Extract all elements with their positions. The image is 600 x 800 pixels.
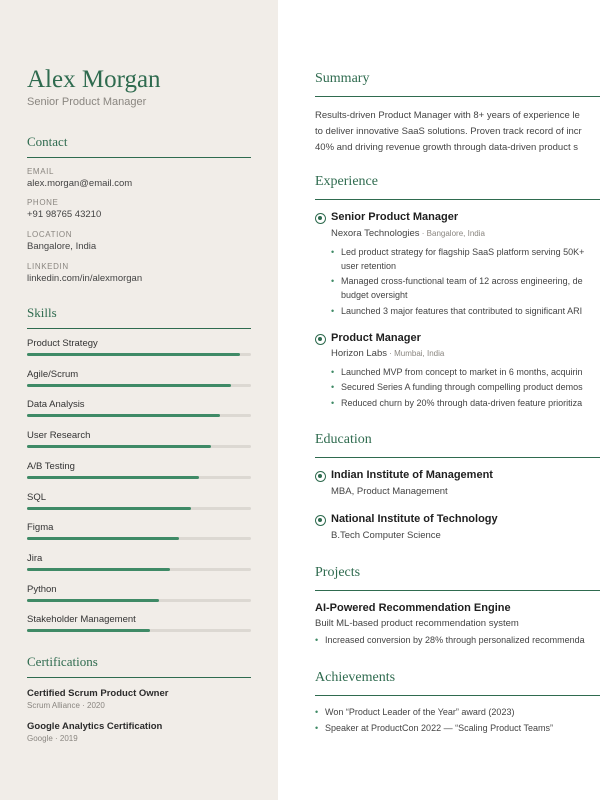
skill-bar-track <box>27 507 251 510</box>
bullet-line: Managed cross-functional team of 12 across engineering, de <box>341 276 583 286</box>
job-org-name: Nexora Technologies <box>331 228 420 239</box>
education-heading: Education <box>315 432 600 458</box>
project-bullet <box>315 635 600 645</box>
skill-bar-fill <box>27 353 240 356</box>
summary-heading: Summary <box>315 71 600 97</box>
bullet-line: Led product strategy for flagship SaaS platform serving 50K+ <box>341 247 585 257</box>
job-bullet <box>331 274 600 302</box>
bullet-line: Reduced churn by 20% through data-driven feature prioritiza <box>341 398 583 408</box>
bullet-line: budget oversight <box>341 290 408 300</box>
cert-name: Google Analytics Certification <box>27 721 163 732</box>
bullet-icon: • <box>331 247 335 257</box>
skill-item <box>27 522 251 536</box>
skill-bar-fill <box>27 476 199 479</box>
skill-name: Python <box>27 583 57 595</box>
cert-meta: Scrum Alliance · 2020 <box>27 701 105 710</box>
skill-bar-fill <box>27 445 211 448</box>
job-bullet <box>331 365 600 379</box>
skill-name: Jira <box>27 552 43 564</box>
bullet-line: Launched 3 major features that contributed to significant ARI <box>341 306 583 316</box>
bullet-icon: • <box>331 382 335 392</box>
bullet-icon: • <box>315 707 319 717</box>
education-school: National Institute of Technology <box>331 513 498 525</box>
skill-item <box>27 369 251 383</box>
skill-name: Figma <box>27 522 54 534</box>
skill-name: Data Analysis <box>27 399 85 411</box>
skill-name: SQL <box>27 491 47 503</box>
contact-label-phone: PHONE <box>27 198 59 207</box>
achievement-item <box>315 707 600 717</box>
skill-item <box>27 614 251 628</box>
bullet-line: Secured Series A funding through compelling product demos <box>341 382 583 392</box>
skill-item <box>27 492 251 506</box>
skill-bar-track <box>27 384 251 387</box>
bullet-line: Launched MVP from concept to market in 6 months, acquirin <box>341 367 583 377</box>
job-title: Product Manager <box>331 332 421 344</box>
bullet-icon: • <box>331 306 335 316</box>
skill-bar-fill <box>27 384 231 387</box>
bullet-line: user retention <box>341 261 397 271</box>
profile-name: Alex Morgan <box>27 66 161 93</box>
bullet-text: Won “Product Leader of the Year” award (2023) <box>325 707 515 717</box>
skill-bar-fill <box>27 414 220 417</box>
job-location: · Mumbai, India <box>386 349 445 358</box>
skill-name: Product Strategy <box>27 338 98 349</box>
skill-bar-track <box>27 445 251 448</box>
timeline-dot-icon <box>315 515 326 526</box>
job-title: Senior Product Manager <box>331 211 459 223</box>
skill-bar-track <box>27 476 251 479</box>
skill-name: A/B Testing <box>27 460 75 472</box>
timeline-dot-icon <box>315 471 326 482</box>
contact-email[interactable]: alex.morgan@email.com <box>27 178 133 189</box>
skill-item <box>27 399 251 413</box>
timeline-dot-icon <box>315 334 326 345</box>
skill-name: Stakeholder Management <box>27 614 136 626</box>
contact-label-email: EMAIL <box>27 167 55 176</box>
main-content <box>278 0 600 800</box>
skill-bar-track <box>27 629 251 632</box>
achievement-item <box>315 723 600 733</box>
project-title: AI-Powered Recommendation Engine <box>315 602 511 614</box>
bullet-text: Speaker at ProductCon 2022 — “Scaling Product Teams” <box>325 723 553 733</box>
bullet-icon: • <box>315 635 319 645</box>
timeline-dot-icon <box>315 213 326 224</box>
skill-item <box>27 461 251 475</box>
contact-heading: Contact <box>27 134 251 158</box>
contact-location: Bangalore, India <box>27 241 97 252</box>
skill-item <box>27 338 251 352</box>
certifications-heading: Certifications <box>27 654 251 678</box>
job-bullet <box>331 245 600 273</box>
cert-name: Certified Scrum Product Owner <box>27 688 169 699</box>
skill-item <box>27 430 251 444</box>
skill-bar-fill <box>27 507 191 510</box>
skill-bar-fill <box>27 537 179 540</box>
summary-line: 40% and driving revenue growth through data-driven product s <box>315 142 578 153</box>
skill-name: User Research <box>27 430 91 442</box>
experience-heading: Experience <box>315 174 600 200</box>
skill-bar-fill <box>27 629 150 632</box>
bullet-icon: • <box>331 276 335 286</box>
summary-text <box>315 108 600 156</box>
summary-line: Results-driven Product Manager with 8+ years of experience le <box>315 110 580 121</box>
bullet-icon: • <box>331 398 335 408</box>
profile-role: Senior Product Manager <box>27 96 147 108</box>
skill-bar-track <box>27 353 251 356</box>
contact-label-linkedin: LINKEDIN <box>27 262 69 271</box>
job-bullet <box>331 396 600 410</box>
project-subtitle: Built ML-based product recommendation system <box>315 618 519 629</box>
skill-bar-fill <box>27 568 170 571</box>
skill-bar-track <box>27 414 251 417</box>
sidebar <box>0 0 278 800</box>
bullet-text: Increased conversion by 28% through personalized recommenda <box>325 635 585 645</box>
job-bullet <box>331 304 600 318</box>
skill-name: Agile/Scrum <box>27 368 79 380</box>
job-bullet <box>331 380 600 394</box>
job-organization <box>331 348 444 359</box>
skill-item <box>27 553 251 567</box>
education-school: Indian Institute of Management <box>331 469 493 481</box>
job-organization <box>331 228 485 239</box>
contact-label-location: LOCATION <box>27 230 73 239</box>
job-org-name: Horizon Labs <box>331 348 387 359</box>
skill-bar-track <box>27 568 251 571</box>
contact-phone[interactable]: +91 98765 43210 <box>27 209 102 220</box>
projects-heading: Projects <box>315 565 600 591</box>
summary-line: to deliver innovative SaaS solutions. Proven track record of incr <box>315 126 582 137</box>
skill-bar-track <box>27 537 251 540</box>
skills-heading: Skills <box>27 305 251 329</box>
skill-bar-track <box>27 599 251 602</box>
contact-linkedin[interactable]: linkedin.com/in/alexmorgan <box>27 273 143 284</box>
skill-item <box>27 584 251 598</box>
bullet-icon: • <box>315 723 319 733</box>
cert-meta: Google · 2019 <box>27 734 78 743</box>
bullet-icon: • <box>331 367 335 377</box>
education-degree: B.Tech Computer Science <box>331 530 441 541</box>
job-location: · Bangalore, India <box>419 229 485 238</box>
achievements-heading: Achievements <box>315 670 600 696</box>
education-degree: MBA, Product Management <box>331 486 448 497</box>
skill-bar-fill <box>27 599 159 602</box>
